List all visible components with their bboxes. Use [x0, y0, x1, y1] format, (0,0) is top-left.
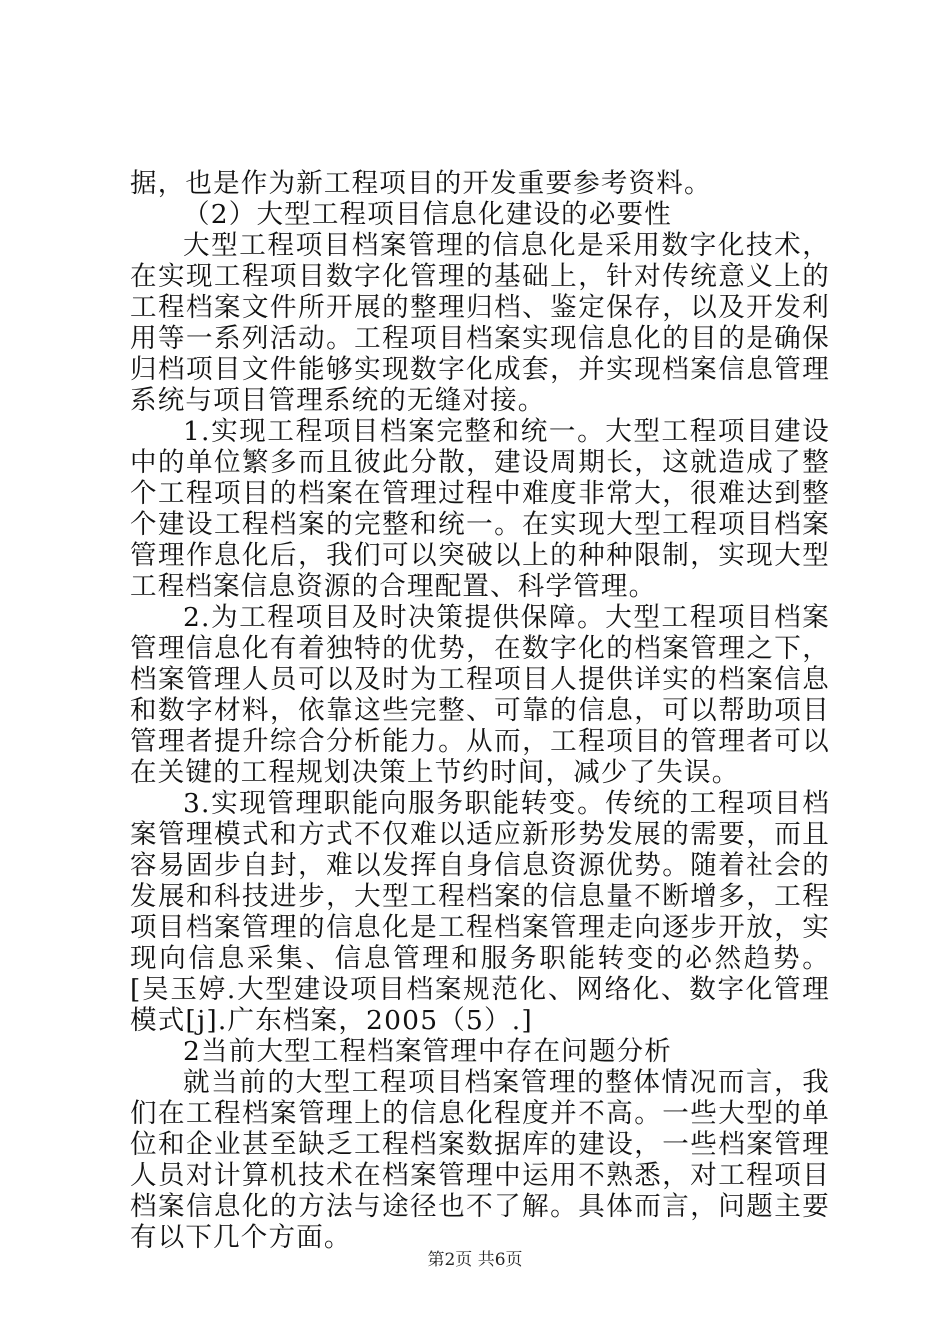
paragraph-current-situation: 就当前的大型工程项目档案管理的整体情况而言，我们在工程档案管理上的信息化程度并不高。一些大型的单位和企业甚至缺乏工程档案数据库的建设，一些档案管理人员对计算机技术在档案管理中运用不熟悉，对工程项目档案信息化的方法与途径也不了解。具体而言，问题主要有以下几个方面。 — [130, 1067, 830, 1253]
section-heading-problems: 2当前大型工程档案管理中存在问题分析 — [183, 1036, 672, 1067]
paragraph-point-1: 1.实现工程项目档案完整和统一。大型工程项目建设中的单位繁多而且彼此分散，建设周期长，这就造成了整个工程项目的档案在管理过程中难度非常大，很难达到整个建设工程档案的完整和统一。在实现大型工程项目档案管理作息化后，我们可以突破以上的种种限制，实现大型工程档案信息资源的合理配置、科学管理。 — [130, 416, 830, 602]
paragraph-point-2: 2.为工程项目及时决策提供保障。大型工程项目档案管理信息化有着独特的优势，在数字化的档案管理之下，档案管理人员可以及时为工程项目人提供详实的档案信息和数字材料，依靠这些完整、可靠的信息，可以帮助项目管理者提升综合分析能力。从而，工程项目的管理者可以在关键的工程规划决策上节约时间，减少了失误。 — [130, 602, 830, 788]
section-heading-necessity: （2）大型工程项目信息化建设的必要性 — [183, 199, 672, 230]
page-number-footer: 第2页 共6页 — [427, 1250, 523, 1270]
paragraph-point-3: 3.实现管理职能向服务职能转变。传统的工程项目档案管理模式和方式不仅难以适应新形势发展的需要，而且容易固步自封，难以发挥自身信息资源优势。随着社会的发展和科技进步，大型工程档案的信息量不断增多，工程项目档案管理的信息化是工程档案管理走向逐步开放，实现向信息采集、信息管理和服务职能转变的必然趋势。[吴玉婷.大型建设项目档案规范化、网络化、数字化管理模式[j].广东档案，2005（5）.] — [130, 788, 830, 1036]
paragraph-informatization: 大型工程项目档案管理的信息化是采用数字化技术，在实现工程项目数字化管理的基础上，针对传统意义上的工程档案文件所开展的整理归档、鉴定保存，以及开发利用等一系列活动。工程项目档案实现信息化的目的是确保归档项目文件能够实现数字化成套，并实现档案信息管理系统与项目管理系统的无缝对接。 — [130, 230, 830, 416]
paragraph-continuation: 据，也是作为新工程项目的开发重要参考资料。 — [130, 168, 712, 199]
document-body — [130, 168, 830, 1253]
